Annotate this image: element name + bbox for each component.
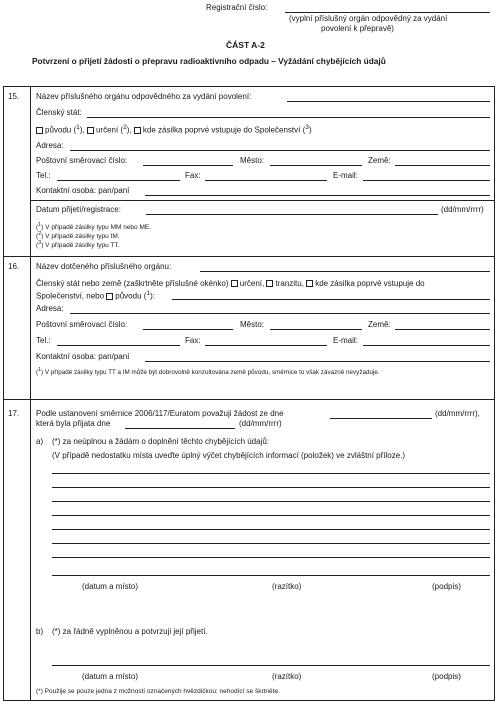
s15-email-label: E-mail:	[333, 171, 358, 180]
s16-member-state-field[interactable]	[172, 299, 490, 300]
s17-option-b-text: (*) za řádně vyplněnou a potvrzuji její přijetí.	[52, 627, 208, 636]
s16-fax-label: Fax:	[185, 336, 201, 345]
section-16-number: 16.	[8, 262, 20, 271]
s15-fax-field[interactable]	[205, 180, 327, 181]
s16-country-label: Země:	[368, 320, 391, 329]
s17-line-2: která byla přijata dne	[36, 419, 111, 428]
registration-note-2: povolení k přepravě)	[321, 24, 394, 33]
s15-origin-checkbox[interactable]	[36, 127, 43, 134]
document-title: Potvrzení o přijetí žádosti o přepravu radioaktivního odpadu – Vyžádání chybějících údajů	[32, 56, 386, 66]
s15-member-state-field[interactable]	[87, 117, 490, 118]
s15-address-field[interactable]	[70, 150, 490, 151]
s16-fax-field[interactable]	[205, 345, 327, 346]
s15-date-format: (dd/mm/rrrr)	[441, 205, 484, 214]
s16-address-field[interactable]	[70, 313, 490, 314]
registration-note-1: (vyplní příslušný orgán odpovědný za vydání	[289, 14, 448, 23]
s17-missing-info-line-3[interactable]	[52, 501, 490, 502]
s16-options-line-1: Členský stát nebo země (zaškrtněte příslušné okénko) určení, tranzitu, kde zásilka poprvé vstupuje do	[36, 279, 425, 288]
s15-footnote-3: ($^3$) V případě zásilky typu TT.	[36, 240, 120, 250]
s16-tel-field[interactable]	[57, 345, 180, 346]
s16-options-line-2: Společenství, nebo původu ($^1$):	[36, 290, 156, 301]
s15-country-label: Země:	[368, 156, 391, 165]
s16-email-field[interactable]	[363, 345, 490, 346]
s15-inner-divider	[30, 200, 495, 201]
s17-signature-line-a[interactable]	[52, 575, 490, 576]
s16-postal-field[interactable]	[143, 329, 233, 330]
s16-entry-checkbox[interactable]	[306, 280, 313, 287]
s17-date-format: (dd/mm/rrrr),	[435, 409, 480, 418]
s16-authority-field[interactable]	[200, 271, 490, 272]
s17-missing-info-line-4[interactable]	[52, 515, 490, 516]
s16-email-label: E-mail:	[333, 336, 358, 345]
section-17-number: 17.	[8, 409, 20, 418]
s15-authority-label: Název příslušného orgánu odpovědného za vydání povolení:	[36, 92, 252, 101]
s16-authority-label: Název dotčeného příslušného orgánu:	[36, 262, 172, 271]
s15-fax-label: Fax:	[185, 171, 201, 180]
s15-city-field[interactable]	[270, 165, 362, 166]
s17-b-stamp: (razítko)	[272, 672, 302, 681]
s15-contact-field[interactable]	[145, 195, 490, 196]
s16-city-label: Město:	[240, 320, 265, 329]
s15-contact-label: Kontaktní osoba: pan/paní	[36, 186, 130, 195]
s17-missing-info-line-6[interactable]	[52, 543, 490, 544]
s15-email-field[interactable]	[363, 180, 490, 181]
form-frame	[3, 86, 495, 701]
s15-footnote-1: ($^1$) V případě zásilky typu MM nebo ME.	[36, 222, 152, 232]
s15-authority-field[interactable]	[287, 101, 490, 102]
s17-a-signature: (podpis)	[432, 582, 461, 591]
s15-member-state-label: Členský stát:	[36, 108, 82, 117]
s15-tel-label: Tel.:	[36, 171, 51, 180]
s15-footnote-2: ($^2$) V případě zásilky typu IM.	[36, 231, 120, 241]
s17-line-1: Podle ustanovení směrnice 2006/117/Euratom považuji žádost ze dne	[36, 409, 284, 418]
s15-destination-checkbox[interactable]	[87, 127, 94, 134]
s16-contact-label: Kontaktní osoba: pan/paní	[36, 352, 130, 361]
s15-date-received-label: Datum přijetí/registrace:	[36, 205, 121, 214]
s17-b-date-place: (datum a místo)	[82, 672, 139, 681]
s17-footnote: (*) Použije se pouze jedna z možností označených hvězdičkou: nehodící se škrtněte.	[36, 688, 280, 695]
s17-option-a-note: (V případě nedostatku místa uveďte úplný výčet chybějících informací (položek) ve zvláštní příloze.)	[52, 451, 406, 460]
s15-city-label: Město:	[240, 156, 265, 165]
s17-missing-info-line-7[interactable]	[52, 557, 490, 558]
s17-request-date-field[interactable]	[330, 418, 432, 419]
s15-address-label: Adresa:	[36, 141, 64, 150]
section-divider-16-17	[3, 399, 495, 400]
section-15-number: 15.	[8, 92, 20, 101]
section-divider-15-16	[3, 256, 495, 257]
s16-address-label: Adresa:	[36, 304, 64, 313]
s17-signature-line-b[interactable]	[52, 665, 490, 666]
s17-missing-info-line-2[interactable]	[52, 487, 490, 488]
s15-country-field[interactable]	[395, 165, 490, 166]
s16-footnote-1: ($^1$) V případě zásilky typu TT a IM může být dobrovolně konzultována země původu, směrnice to však závazně nevyžaduje.	[36, 367, 380, 377]
s17-option-a-text: (*) za neúplnou a žádám o doplnění těchto chybějících údajů:	[52, 437, 270, 446]
s17-missing-info-line-1[interactable]	[52, 473, 490, 474]
s17-a-date-place: (datum a místo)	[82, 582, 139, 591]
s17-b-signature: (podpis)	[432, 672, 461, 681]
s16-postal-label: Poštovní směrovací číslo:	[36, 320, 128, 329]
s15-tel-field[interactable]	[57, 180, 180, 181]
s16-city-field[interactable]	[270, 329, 362, 330]
s16-origin-checkbox[interactable]	[106, 293, 113, 300]
s17-a-stamp: (razítko)	[272, 582, 302, 591]
s15-entry-checkbox[interactable]	[134, 127, 141, 134]
registration-field[interactable]	[285, 12, 490, 13]
s16-destination-checkbox[interactable]	[231, 280, 238, 287]
number-column-divider	[30, 86, 31, 701]
s16-tel-label: Tel.:	[36, 336, 51, 345]
s15-date-received-field[interactable]	[146, 214, 438, 215]
registration-label: Registrační číslo:	[206, 3, 268, 12]
s16-contact-field[interactable]	[145, 361, 490, 362]
s15-postal-field[interactable]	[143, 165, 233, 166]
s16-transit-checkbox[interactable]	[266, 280, 273, 287]
s15-postal-label: Poštovní směrovací číslo:	[36, 156, 128, 165]
s15-options-line: původu ($^1$), určení ($^2$), kde zásilka poprvé vstupuje do Společenství ($^3$)	[36, 124, 312, 136]
s17-option-a-label: a)	[36, 437, 44, 446]
s16-country-field[interactable]	[395, 329, 490, 330]
s17-option-b-label: b)	[36, 627, 44, 636]
s17-received-date-field[interactable]	[125, 428, 235, 429]
part-heading: ČÁST A-2	[226, 40, 265, 50]
s17-date-format-2: (dd/mm/rrrr)	[239, 419, 282, 428]
s17-missing-info-line-5[interactable]	[52, 529, 490, 530]
